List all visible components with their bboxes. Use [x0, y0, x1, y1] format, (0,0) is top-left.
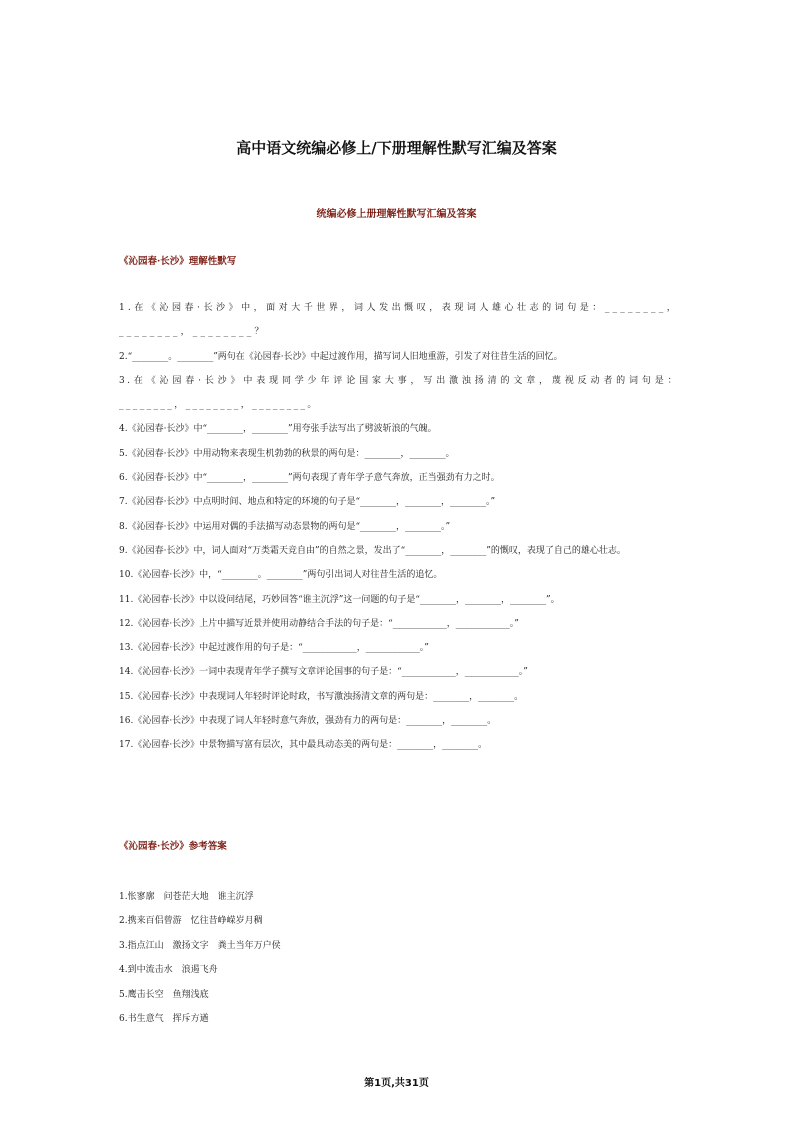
section-heading-questions: 《沁园春·长沙》理解性默写: [119, 256, 237, 267]
question-list: [119, 296, 679, 758]
question-item: 16.《沁园春·长沙》中表现了词人年轻时意气奔放，强劲有力的两句是：________，________。: [119, 716, 497, 727]
subtitle: 统编必修上册理解性默写汇编及答案: [316, 209, 477, 220]
question-item: 3.在《沁园春·长沙》中表现同学少年评论国家大事，写出激浊扬清的文章，蔑视反动者的词句是：________，________，________。: [119, 375, 679, 411]
section-heading-answers: 《沁园春·长沙》参考答案: [119, 841, 227, 852]
question-item: 6.《沁园春·长沙》中“________，________”两句表现了青年学子意气奔放，正当强劲有力之时。: [119, 473, 500, 484]
question-item: 1.在《沁园春·长沙》中，面对大千世界，词人发出慨叹，表现词人雄心壮志的词句是：________，________，________？: [119, 303, 679, 338]
answer-list: [119, 885, 679, 1031]
question-item: 15.《沁园春·长沙》中表现词人年轻时评论时政，书写激浊扬清文章的两句是：________，________。: [119, 691, 524, 702]
question-item: 17.《沁园春·长沙》中景物描写富有层次，其中最具动态美的两句是：________，________。: [119, 740, 488, 751]
answer-item: 5.鹰击长空 鱼翔浅底: [119, 989, 209, 1000]
question-item: 9.《沁园春·长沙》中，词人面对“万类霜天竞自由”的自然之景，发出了“________，________”的慨叹，表现了自己的雄心壮志。: [119, 545, 626, 556]
page-title: 高中语文统编必修上/下册理解性默写汇编及答案: [236, 139, 557, 157]
answer-item: 2.携来百侣曾游 忆往昔峥嵘岁月稠: [119, 916, 263, 927]
question-item: 13.《沁园春·长沙》中起过渡作用的句子是：“____________，____________。”: [119, 643, 429, 654]
question-item: 7.《沁园春·长沙》中点明时间、地点和特定的环境的句子是“________，________，________。”: [119, 497, 496, 508]
answer-item: 1.怅寥廓 问苍茫大地 谁主沉浮: [119, 892, 254, 902]
question-item: 11.《沁园春·长沙》中以设问结尾，巧妙回答“谁主沉浮”这一问题的句子是“________，________，________”。: [119, 594, 560, 605]
question-item: 10.《沁园春·长沙》中，“________。________”两句引出词人对往昔生活的追忆。: [119, 570, 443, 581]
question-item: 8.《沁园春·长沙》中运用对偶的手法描写动态景物的两句是“________，________。”: [119, 521, 451, 532]
question-item: 12.《沁园春·长沙》上片中描写近景并使用动静结合手法的句子是：“____________，____________。”: [119, 618, 519, 629]
question-item: 14.《沁园春·长沙》一词中表现青年学子撰写文章评论国事的句子是：“____________，____________。”: [119, 667, 528, 678]
question-item: 4.《沁园春·长沙》中“________，________”用夸张手法写出了劈波斩浪的气魄。: [119, 424, 437, 435]
answer-item: 4.到中流击水 浪遏飞舟: [119, 965, 218, 976]
answer-item: 3.指点江山 激扬文字 粪土当年万户侯: [119, 940, 281, 951]
answer-item: 6.书生意气 挥斥方遒: [119, 1014, 209, 1025]
question-item: 2.“________。________”两句在《沁园春·长沙》中起过渡作用，描写词人旧地重游，引发了对往昔生活的回忆。: [119, 351, 563, 362]
question-item: 5.《沁园春·长沙》中用动物来表现生机勃勃的秋景的两句是：________，________。: [119, 448, 455, 459]
page-number-footer: 第1页,共31页: [364, 1078, 429, 1089]
